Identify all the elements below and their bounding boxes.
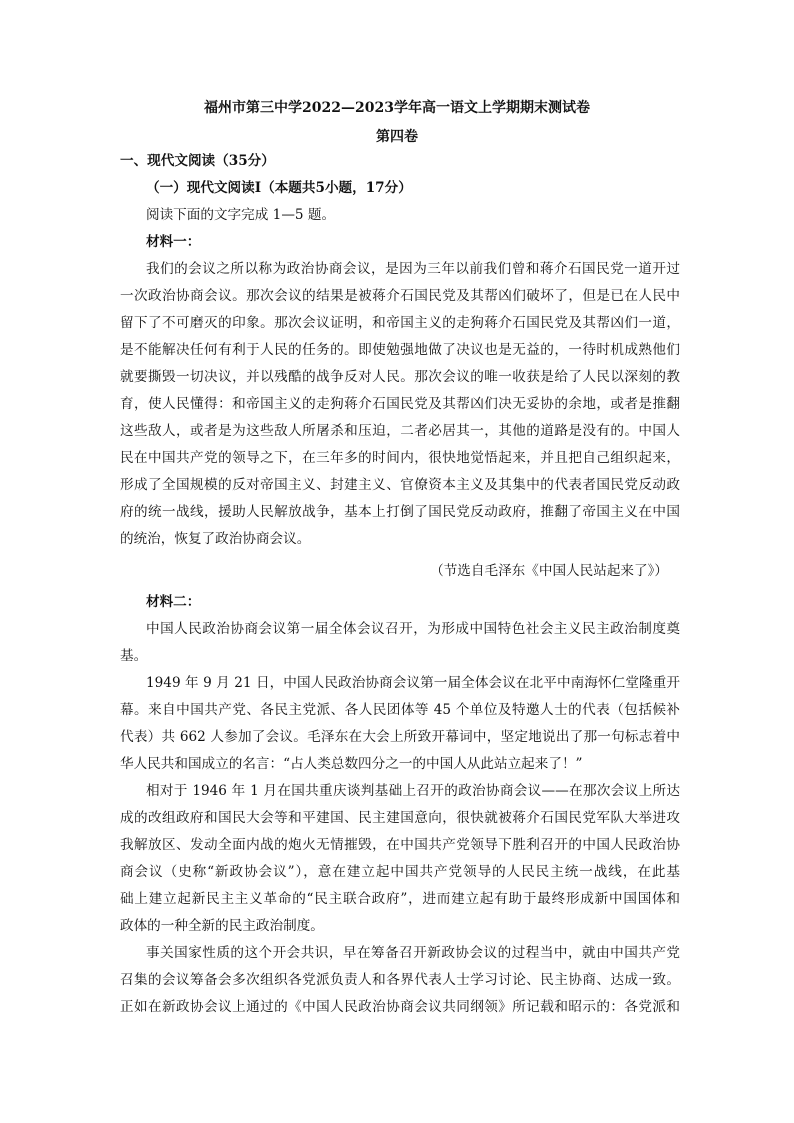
material-two-line: 我解放区、发动全面内战的炮火无情摧毁，在中国共产党领导下胜利召开的中国人民政治协: [120, 837, 680, 853]
material-two-line: 事关国家性质的这个开会共识，早在筹备召开新政协会议的过程当中，就由中国共产党: [146, 945, 680, 961]
material-two-label: 材料二：: [146, 594, 201, 610]
material-two-line: 政体的一种全新的民主政治制度。: [120, 918, 324, 934]
material-one-line: 的统治，恢复了政治协商会议。: [120, 531, 311, 547]
material-one-line: 一次政治协商会议。那次会议的结果是被蒋介石国民党及其帮凶们破坏了，但是已在人民中: [120, 288, 680, 304]
material-one-line: 是不能解决任何有利于人民的任务的。即使勉强地做了决议也是无益的，一待时机成熟他们: [120, 342, 680, 358]
material-two-line: 1949 年 9 月 21 日，中国人民政治协商会议第一届全体会议在北平中南海怀仁堂隆重开: [146, 675, 680, 691]
material-one-line: 就要撕毁一切决议，并以残酷的战争反对人民。那次会议的唯一收获是给了人民以深刻的教: [120, 369, 680, 385]
material-one-line: 留下了不可磨灭的印象。那次会议证明，和帝国主义的走狗蒋介石国民党及其帮凶们一道，: [120, 315, 680, 331]
section-heading: 一、现代文阅读（35分）: [120, 153, 275, 169]
material-two-line: 正如在新政协会议上通过的《中国人民政治协商会议共同纲领》所记载和昭示的：各党派和: [120, 999, 680, 1015]
material-two-line: 代表）共 662 人参加了会议。毛泽东在大会上所致开幕词中，坚定地说出了那一句标志着中: [120, 729, 680, 745]
reading-instruction: 阅读下面的文字完成 1—5 题。: [146, 207, 336, 223]
material-one-source: （节选自毛泽东《中国人民站起来了》）: [430, 563, 668, 579]
material-one-line: 民在中国共产党的领导之下，在三年多的时间内，很快地觉悟起来，并且把自己组织起来，: [120, 450, 680, 466]
material-two-line: 商会议（史称“新政协会议”），意在建立起中国共产党领导的人民民主统一战线，在此基: [120, 864, 680, 880]
material-two-line: 中国人民政治协商会议第一届全体会议召开，为形成中国特色社会主义民主政治制度奠: [146, 621, 680, 637]
material-two-line: 华人民共和国成立的名言：“占人类总数四分之一的中国人从此站立起来了！”: [120, 756, 583, 772]
material-two-line: 础上建立起新民主主义革命的“民主联合政府”，进而建立起有助于最终形成新中国国体和: [120, 891, 680, 907]
material-two-line: 召集的会议筹备会多次组织各党派负责人和各界代表人士学习讨论、民主协商、达成一致。: [120, 972, 680, 988]
material-two-line: 幕。来自中国共产党、各民主党派、各人民团体等 45 个单位及特邀人士的代表（包括候补: [120, 702, 680, 718]
document-title: 福州市第三中学2022—2023学年高一语文上学期期末测试卷: [204, 100, 590, 116]
material-one-label: 材料一：: [146, 234, 201, 250]
material-two-line: 相对于 1946 年 1 月在国共重庆谈判基础上召开的政治协商会议——在那次会议上所达: [146, 783, 680, 799]
material-one-line: 我们的会议之所以称为政治协商会议，是因为三年以前我们曾和蒋介石国民党一道开过: [146, 261, 680, 277]
volume-label: 第四卷: [376, 129, 418, 145]
section-subheading: （一）现代文阅读Ⅰ（本题共5小题，17分）: [146, 180, 412, 196]
material-one-line: 形成了全国规模的反对帝国主义、封建主义、官僚资本主义及其集中的代表者国民党反动政: [120, 477, 680, 493]
material-one-line: 府的统一战线，援助人民解放战争，基本上打倒了国民党反动政府，推翻了帝国主义在中国: [120, 504, 680, 520]
material-two-line: 基。: [120, 648, 148, 664]
material-two-line: 成的改组政府和国民大会等和平建国、民主建国意向，很快就被蒋介石国民党军队大举进攻: [120, 810, 680, 826]
material-one-line: 这些敌人，或者是为这些敌人所屠杀和压迫，二者必居其一，其他的道路是没有的。中国人: [120, 423, 680, 439]
material-one-line: 育，使人民懂得：和帝国主义的走狗蒋介石国民党及其帮凶们决无妥协的余地，或者是推翻: [120, 396, 680, 412]
